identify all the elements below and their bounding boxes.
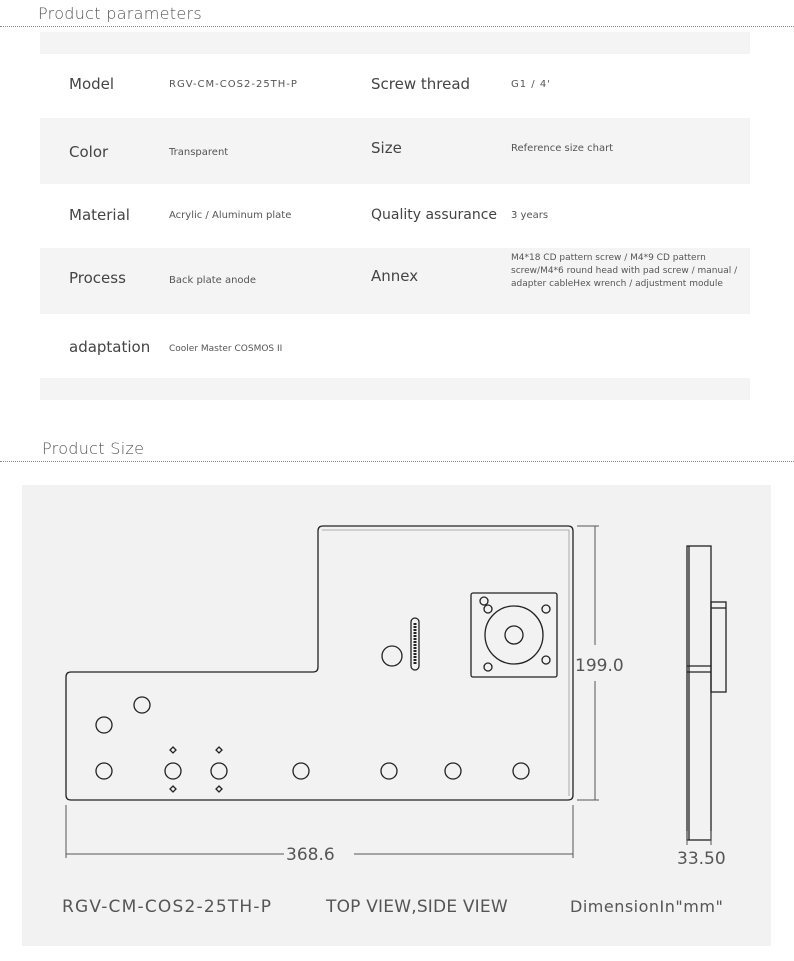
side-view-plate [687,546,711,840]
view-caption: TOP VIEW,SIDE VIEW [326,897,508,917]
dimension-drawing [22,485,771,946]
material-label: Material [69,206,130,224]
hole [134,697,150,713]
material-value: Acrylic / Aluminum plate [169,209,292,221]
annex-value: M4*18 CD pattern screw / M4*9 CD pattern screw/M4*6 round head with pad screw / manual / adapter cableHex wrench / adjustment module [511,253,738,289]
quality-assurance-value: 3 years [511,209,549,221]
model-caption: RGV-CM-COS2-25TH-P [62,897,273,917]
hole [211,763,227,779]
unit-caption: DimensionIn"mm" [570,897,724,916]
hole [513,763,529,779]
quality-assurance-label: Quality assurance [371,207,498,223]
side-view-bracket [711,602,726,692]
color-label: Color [69,143,109,161]
process-label: Process [69,269,126,287]
parameters-divider [0,26,794,27]
hole [165,763,181,779]
adaptation-value: Cooler Master COSMOS II [169,344,283,354]
color-value: Transparent [169,146,229,158]
height-dimension: 199.0 [575,656,624,676]
table-band-bottom [40,378,750,400]
hole [381,763,397,779]
size-label: Size [371,139,402,157]
hole [96,763,112,779]
screw-thread-label: Screw thread [371,75,471,93]
size-value: Reference size chart [511,142,614,154]
process-value: Back plate anode [169,274,257,286]
hole [382,646,402,666]
hole [445,763,461,779]
model-label: Model [69,75,115,93]
size-section-title: Product Size [42,439,145,458]
width-dimension: 368.6 [286,845,335,865]
hole [293,763,309,779]
adaptation-label: adaptation [69,338,151,356]
screw-thread-value: G1 / 4' [511,78,551,90]
parameters-section-title: Product parameters [38,4,203,23]
depth-dimension: 33.50 [677,849,726,869]
size-divider [0,461,794,462]
table-band-top [40,32,750,54]
model-value: RGV-CM-COS2-25TH-P [169,78,298,90]
annex-label: Annex [371,267,419,285]
hole [96,717,112,733]
dimension-diagram [22,485,771,946]
plate-outline [66,526,573,800]
